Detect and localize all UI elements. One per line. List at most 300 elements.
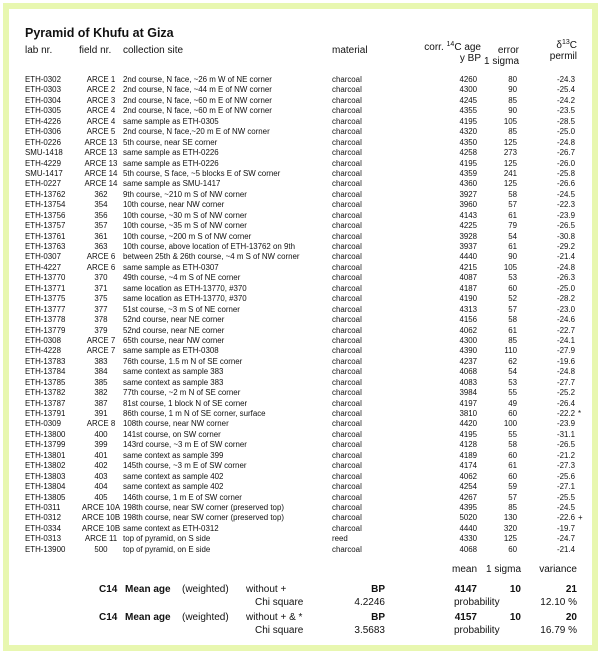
cell-corr-age: 4225	[459, 221, 477, 231]
header-delta13c: $\delta^{13}C$ permil	[549, 39, 577, 62]
cell-delta13c: -23.9	[557, 419, 575, 429]
table-row	[9, 513, 592, 523]
cell-corr-age: 3928	[459, 231, 477, 241]
cell-lab-nr: ETH-13778	[25, 315, 66, 325]
cell-collection-site: 2nd course, N face, ~44 m E of NW corner	[123, 85, 272, 95]
cell-lab-nr: ETH-0308	[25, 335, 61, 345]
table-row	[9, 367, 592, 377]
cell-error: 61	[508, 461, 517, 471]
cell-field-nr: 382	[94, 388, 108, 398]
cell-error: 60	[508, 283, 517, 293]
cell-collection-site: 51st course, ~3 m S of NE corner	[123, 304, 240, 314]
cell-material: charcoal	[332, 440, 362, 450]
cell-delta13c: -27.3	[557, 461, 575, 471]
table-row	[9, 326, 592, 336]
table-row	[9, 534, 592, 544]
cell-material: charcoal	[332, 148, 362, 158]
table-row	[9, 211, 592, 221]
table-row	[9, 96, 592, 106]
cell-field-nr: ARCE 13	[84, 148, 118, 158]
cell-lab-nr: ETH-13805	[25, 492, 66, 502]
cell-corr-age: 4330	[459, 534, 477, 544]
cell-collection-site: 10th course, near NW corner	[123, 200, 225, 210]
cell-corr-age: 4300	[459, 85, 477, 95]
table-row	[9, 399, 592, 409]
table-row	[9, 159, 592, 169]
table-row	[9, 85, 592, 95]
cell-material: charcoal	[332, 482, 362, 492]
cell-field-nr: 370	[94, 273, 108, 283]
cell-material: charcoal	[332, 283, 362, 293]
cell-delta13c: -21.4	[557, 252, 575, 262]
cell-lab-nr: ETH-4227	[25, 262, 61, 272]
cell-error: 320	[503, 523, 517, 533]
cell-delta13c: -24.8	[557, 137, 575, 147]
cell-lab-nr: ETH-13804	[25, 482, 66, 492]
cell-collection-site: same sample as ETH-0307	[123, 262, 219, 272]
cell-corr-age: 4195	[459, 158, 477, 168]
cell-field-nr: 379	[94, 325, 108, 335]
cell-material: charcoal	[332, 335, 362, 345]
table-row	[9, 190, 592, 200]
cell-collection-site: 52nd course, near NE corner	[123, 315, 225, 325]
cell-corr-age: 5020	[459, 513, 477, 523]
header-lab-nr: lab nr.	[25, 45, 53, 56]
cell-corr-age: 4359	[459, 168, 477, 178]
cell-field-nr: ARCE 4	[86, 106, 116, 116]
cell-delta13c: -24.5	[557, 189, 575, 199]
cell-corr-age: 4420	[459, 419, 477, 429]
cell-error: 85	[508, 335, 517, 345]
cell-lab-nr: ETH-13785	[25, 377, 66, 387]
cell-lab-nr: SMU-1417	[25, 168, 63, 178]
cell-material: charcoal	[332, 450, 362, 460]
cell-delta13c: -24.3	[557, 75, 575, 84]
table-row	[9, 117, 592, 127]
cell-delta13c: -24.6	[557, 315, 575, 325]
cell-collection-site: 2nd course, N face, ~26 m W of NE corner	[123, 75, 272, 84]
cell-collection-site: same sample as ETH-0226	[123, 158, 219, 168]
cell-corr-age: 4237	[459, 356, 477, 366]
table-row	[9, 252, 592, 262]
cell-field-nr: 363	[94, 242, 108, 251]
cell-material: charcoal	[332, 315, 362, 325]
cell-lab-nr: ETH-0313	[25, 534, 61, 544]
cell-error: 60	[508, 450, 517, 460]
table-row	[9, 75, 592, 85]
cell-error: 90	[508, 106, 517, 116]
cell-corr-age: 4245	[459, 95, 477, 105]
table-row	[9, 472, 592, 482]
cell-collection-site: 5th course, near SE corner	[123, 137, 218, 147]
cell-error: 53	[508, 377, 517, 387]
summary-chi-square-label: Chi square	[255, 625, 304, 636]
cell-delta13c: -23.9	[557, 210, 575, 220]
cell-material: charcoal	[332, 252, 362, 262]
header-material: material	[332, 45, 368, 56]
cell-delta13c: -23.0	[557, 304, 575, 314]
cell-lab-nr: ETH-13771	[25, 283, 66, 293]
cell-field-nr: 383	[94, 356, 108, 366]
summary-col-variance: variance	[539, 564, 577, 575]
header-error: error 1 sigma	[483, 45, 519, 67]
cell-delta13c: -24.8	[557, 367, 575, 377]
cell-error: 58	[508, 440, 517, 450]
cell-lab-nr: ETH-13770	[25, 273, 66, 283]
cell-lab-nr: ETH-13799	[25, 440, 66, 450]
cell-collection-site: same context as ETH-0312	[123, 523, 219, 533]
cell-delta13c: -21.4	[557, 544, 575, 554]
cell-collection-site: 145th course, ~3 m E of SW corner	[123, 461, 247, 471]
cell-material: charcoal	[332, 409, 362, 418]
cell-delta13c: -28.5	[557, 116, 575, 126]
cell-corr-age: 4258	[459, 148, 477, 158]
cell-material: charcoal	[332, 502, 362, 512]
cell-field-nr: 377	[94, 304, 108, 314]
cell-collection-site: 141st course, on SW corner	[123, 429, 221, 439]
cell-field-nr: ARCE 2	[86, 85, 116, 95]
cell-delta13c: -30.8	[557, 231, 575, 241]
table-row	[9, 461, 592, 471]
cell-field-nr: 385	[94, 377, 108, 387]
cell-error: 55	[508, 429, 517, 439]
cell-error: 58	[508, 315, 517, 325]
document-title: Pyramid of Khufu at Giza	[25, 26, 174, 40]
cell-field-nr: ARCE 4	[86, 116, 116, 126]
table-row	[9, 357, 592, 367]
cell-corr-age: 4197	[459, 398, 477, 408]
header-corr-age: corr. $^{14}$C age y BP	[424, 41, 481, 64]
cell-lab-nr: ETH-13763	[25, 242, 66, 251]
cell-field-nr: 402	[94, 461, 108, 471]
cell-corr-age: 3927	[459, 189, 477, 199]
table-row	[9, 545, 592, 555]
cell-corr-age: 4390	[459, 346, 477, 356]
cell-error: 54	[508, 231, 517, 241]
cell-delta13c: -28.2	[557, 294, 575, 304]
cell-field-nr: ARCE 8	[86, 419, 116, 429]
cell-corr-age: 4174	[459, 461, 477, 471]
cell-corr-age: 4083	[459, 377, 477, 387]
cell-lab-nr: ETH-13800	[25, 429, 66, 439]
table-row	[9, 148, 592, 158]
cell-material: charcoal	[332, 262, 362, 272]
table-row	[9, 294, 592, 304]
cell-delta13c: -26.5	[557, 221, 575, 231]
cell-field-nr: 399	[94, 440, 108, 450]
cell-lab-nr: ETH-4228	[25, 346, 61, 356]
cell-field-nr: ARCE 3	[86, 95, 116, 105]
cell-lab-nr: ETH-0304	[25, 95, 61, 105]
table-row	[9, 451, 592, 461]
cell-collection-site: same context as sample 402	[123, 482, 224, 492]
cell-corr-age: 4260	[459, 75, 477, 84]
cell-collection-site: 65th course, near NW corner	[123, 335, 225, 345]
cell-delta13c: -19.6	[557, 356, 575, 366]
table-row	[9, 305, 592, 315]
cell-lab-nr: ETH-0309	[25, 419, 61, 429]
cell-lab-nr: ETH-0303	[25, 85, 61, 95]
cell-delta13c: -24.8	[557, 262, 575, 272]
cell-delta13c: -24.2	[557, 95, 575, 105]
cell-collection-site: 81st course, 1 block N of SE corner	[123, 398, 248, 408]
cell-field-nr: 371	[94, 283, 108, 293]
cell-lab-nr: ETH-13782	[25, 388, 66, 398]
cell-corr-age: 4215	[459, 262, 477, 272]
cell-lab-nr: ETH-13775	[25, 294, 66, 304]
summary-probability-label: probability	[454, 597, 500, 608]
cell-collection-site: 77th course, ~2 m N of SE corner	[123, 388, 241, 398]
summary-chi-square-label: Chi square	[255, 597, 304, 608]
cell-field-nr: ARCE 10A	[81, 502, 121, 512]
cell-lab-nr: ETH-0305	[25, 106, 61, 116]
cell-error: 100	[503, 419, 517, 429]
cell-lab-nr: ETH-13762	[25, 189, 66, 199]
cell-lab-nr: ETH-0312	[25, 513, 61, 523]
table-row	[9, 273, 592, 283]
cell-material: charcoal	[332, 544, 362, 554]
cell-error: 105	[503, 116, 517, 126]
cell-corr-age: 4254	[459, 482, 477, 492]
cell-error: 52	[508, 294, 517, 304]
cell-corr-age: 4187	[459, 283, 477, 293]
cell-delta13c: -25.5	[557, 492, 575, 502]
summary-chi-square-value: 4.2246	[354, 597, 385, 608]
summary-weighted-label: (weighted)	[182, 612, 229, 623]
cell-corr-age: 4440	[459, 523, 477, 533]
cell-delta13c: -25.4	[557, 85, 575, 95]
sample-table	[9, 75, 592, 555]
summary-mean-value: 4157	[454, 612, 477, 623]
summary-bp-label: BP	[371, 612, 385, 623]
cell-error: 62	[508, 356, 517, 366]
cell-collection-site: same context as sample 399	[123, 450, 224, 460]
cell-field-nr: ARCE 13	[84, 158, 118, 168]
table-row	[9, 524, 592, 534]
cell-collection-site: same location as ETH-13770, #370	[123, 294, 247, 304]
cell-collection-site: same location as ETH-13770, #370	[123, 283, 247, 293]
cell-lab-nr: ETH-0306	[25, 127, 61, 137]
cell-error: 60	[508, 544, 517, 554]
table-row	[9, 336, 592, 346]
cell-field-nr: 391	[94, 409, 108, 418]
cell-collection-site: 86th course, 1 m N of SE corner, surface	[123, 409, 266, 418]
cell-field-nr: 356	[94, 210, 108, 220]
cell-delta13c: -25.6	[557, 471, 575, 481]
cell-corr-age: 4300	[459, 335, 477, 345]
cell-lab-nr: ETH-13791	[25, 409, 66, 418]
summary-exclusion-label: without +	[246, 584, 287, 595]
cell-material: charcoal	[332, 106, 362, 116]
cell-collection-site: same sample as ETH-0226	[123, 148, 219, 158]
cell-material: charcoal	[332, 116, 362, 126]
cell-collection-site: same context as sample 402	[123, 471, 224, 481]
cell-field-nr: 354	[94, 200, 108, 210]
cell-collection-site: 9th course, ~210 m S of NW corner	[123, 189, 247, 199]
cell-material: charcoal	[332, 200, 362, 210]
cell-lab-nr: ETH-13787	[25, 398, 66, 408]
cell-error: 61	[508, 210, 517, 220]
cell-delta13c: -26.7	[557, 148, 575, 158]
cell-material: charcoal	[332, 325, 362, 335]
cell-corr-age: 3984	[459, 388, 477, 398]
cell-error: 241	[503, 168, 517, 178]
summary-probability-value: 12.10 %	[540, 597, 577, 608]
cell-lab-nr: ETH-0307	[25, 252, 61, 262]
cell-lab-nr: ETH-13761	[25, 231, 66, 241]
cell-delta13c: -27.9	[557, 346, 575, 356]
cell-material: charcoal	[332, 513, 362, 523]
cell-error: 79	[508, 221, 517, 231]
cell-lab-nr: ETH-13757	[25, 221, 66, 231]
table-row	[9, 503, 592, 513]
cell-material: charcoal	[332, 273, 362, 283]
cell-exclusion-mark: +	[578, 513, 583, 523]
cell-delta13c: -21.2	[557, 450, 575, 460]
cell-lab-nr: ETH-13900	[25, 544, 66, 554]
cell-lab-nr: ETH-4229	[25, 158, 61, 168]
cell-corr-age: 4320	[459, 127, 477, 137]
cell-corr-age: 4355	[459, 106, 477, 116]
cell-material: reed	[332, 534, 348, 544]
cell-error: 59	[508, 482, 517, 492]
cell-lab-nr: ETH-0334	[25, 523, 61, 533]
cell-delta13c: -26.3	[557, 273, 575, 283]
cell-delta13c: -26.4	[557, 398, 575, 408]
cell-collection-site: same context as sample 383	[123, 367, 224, 377]
cell-corr-age: 4267	[459, 492, 477, 502]
cell-material: charcoal	[332, 75, 362, 84]
cell-corr-age: 4189	[459, 450, 477, 460]
cell-collection-site: 5th course, S face, ~5 blocks E of SW corner	[123, 168, 281, 178]
cell-delta13c: -25.0	[557, 283, 575, 293]
cell-field-nr: ARCE 1	[86, 75, 116, 84]
summary-exclusion-label: without + & *	[246, 612, 303, 623]
cell-material: charcoal	[332, 419, 362, 429]
cell-delta13c: -31.1	[557, 429, 575, 439]
cell-corr-age: 4068	[459, 367, 477, 377]
cell-field-nr: ARCE 10B	[81, 513, 121, 523]
cell-error: 57	[508, 304, 517, 314]
cell-field-nr: ARCE 13	[84, 137, 118, 147]
cell-delta13c: -22.2	[557, 409, 575, 418]
summary-mean-age-label: Mean age	[125, 612, 171, 623]
cell-lab-nr: ETH-4226	[25, 116, 61, 126]
cell-field-nr: 375	[94, 294, 108, 304]
cell-material: charcoal	[332, 429, 362, 439]
cell-collection-site: 76th course, 1.5 m N of SE corner	[123, 356, 243, 366]
cell-material: charcoal	[332, 304, 362, 314]
cell-corr-age: 4062	[459, 325, 477, 335]
cell-material: charcoal	[332, 242, 362, 251]
table-row	[9, 200, 592, 210]
cell-material: charcoal	[332, 461, 362, 471]
cell-collection-site: 146th course, 1 m E of SW corner	[123, 492, 242, 502]
cell-error: 61	[508, 325, 517, 335]
cell-collection-site: top of pyramid, on S side	[123, 534, 211, 544]
cell-corr-age: 4190	[459, 294, 477, 304]
cell-corr-age: 4395	[459, 502, 477, 512]
cell-corr-age: 3937	[459, 242, 477, 251]
cell-error: 60	[508, 409, 517, 418]
cell-material: charcoal	[332, 492, 362, 502]
table-row	[9, 242, 592, 252]
summary-chi-square-value: 3.5683	[354, 625, 385, 636]
cell-material: charcoal	[332, 221, 362, 231]
cell-field-nr: 400	[94, 429, 108, 439]
cell-lab-nr: ETH-0311	[25, 502, 61, 512]
cell-delta13c: -25.2	[557, 388, 575, 398]
cell-error: 125	[503, 137, 517, 147]
cell-delta13c: -26.6	[557, 179, 575, 189]
cell-field-nr: 404	[94, 482, 108, 492]
cell-delta13c: -22.7	[557, 325, 575, 335]
table-row	[9, 127, 592, 137]
cell-delta13c: -24.1	[557, 335, 575, 345]
cell-corr-age: 4128	[459, 440, 477, 450]
cell-material: charcoal	[332, 346, 362, 356]
cell-corr-age: 4440	[459, 252, 477, 262]
cell-field-nr: ARCE 11	[84, 534, 118, 544]
table-row	[9, 440, 592, 450]
table-row	[9, 179, 592, 189]
cell-collection-site: same sample as SMU-1417	[123, 179, 221, 189]
cell-error: 53	[508, 273, 517, 283]
cell-lab-nr: ETH-13779	[25, 325, 66, 335]
cell-lab-nr: ETH-13801	[25, 450, 66, 460]
cell-corr-age: 4143	[459, 210, 477, 220]
cell-material: charcoal	[332, 398, 362, 408]
summary-probability-label: probability	[454, 625, 500, 636]
cell-lab-nr: ETH-13803	[25, 471, 66, 481]
cell-field-nr: 403	[94, 471, 108, 481]
cell-delta13c: -29.2	[557, 242, 575, 251]
cell-lab-nr: ETH-13802	[25, 461, 66, 471]
table-row	[9, 388, 592, 398]
cell-lab-nr: ETH-13777	[25, 304, 66, 314]
cell-error: 58	[508, 189, 517, 199]
cell-collection-site: 143rd course, ~3 m E of SW corner	[123, 440, 247, 450]
document	[9, 9, 592, 645]
cell-collection-site: 198th course, near SW corner (preserved top)	[123, 502, 284, 512]
cell-corr-age: 4313	[459, 304, 477, 314]
cell-field-nr: ARCE 14	[84, 179, 118, 189]
header-field-nr: field nr.	[79, 45, 112, 56]
cell-field-nr: ARCE 6	[86, 262, 116, 272]
cell-lab-nr: ETH-0226	[25, 137, 61, 147]
cell-error: 90	[508, 252, 517, 262]
table-row	[9, 409, 592, 419]
cell-delta13c: -24.7	[557, 534, 575, 544]
cell-delta13c: -25.0	[557, 127, 575, 137]
cell-error: 110	[504, 346, 517, 356]
cell-material: charcoal	[332, 95, 362, 105]
header-collection-site: collection site	[123, 45, 184, 56]
cell-error: 49	[508, 398, 517, 408]
cell-error: 90	[508, 85, 517, 95]
cell-delta13c: -24.5	[557, 502, 575, 512]
cell-field-nr: 384	[94, 367, 108, 377]
cell-material: charcoal	[332, 231, 362, 241]
table-row	[9, 284, 592, 294]
cell-collection-site: 10th course, ~35 m S of NW corner	[123, 221, 247, 231]
cell-field-nr: 362	[94, 189, 108, 199]
cell-error: 57	[508, 200, 517, 210]
summary-weighted-label: (weighted)	[182, 584, 229, 595]
cell-field-nr: 387	[94, 398, 108, 408]
cell-collection-site: 2nd course, N face, ~60 m E of NW corner	[123, 95, 272, 105]
table-row	[9, 493, 592, 503]
